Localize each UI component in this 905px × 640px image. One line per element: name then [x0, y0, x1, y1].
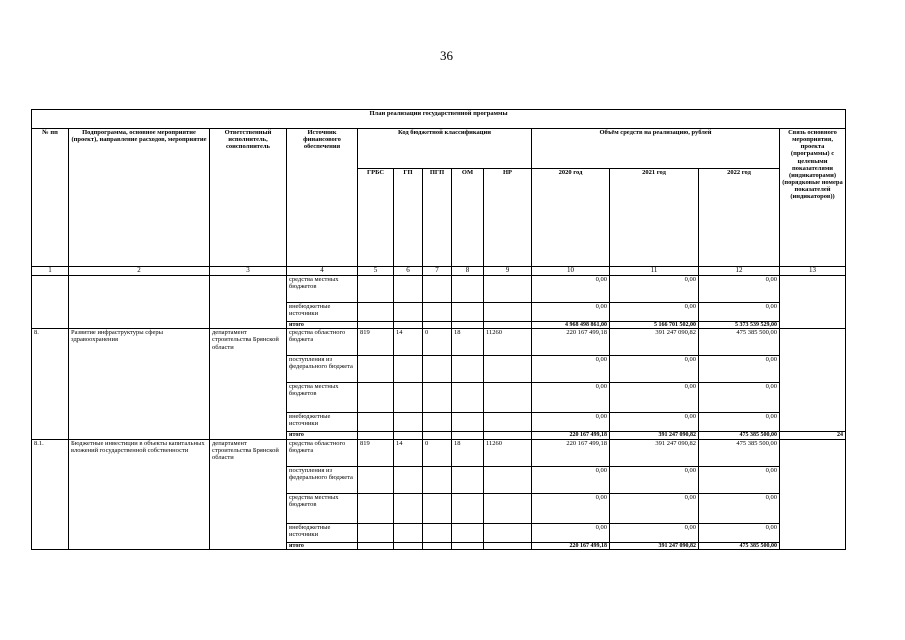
table-caption: План реализации государственной программы: [32, 110, 846, 129]
header-budget-code: Код бюджетной классификации: [358, 129, 532, 169]
source-cell: поступления из федерального бюджета: [287, 466, 358, 493]
column-number: 10: [532, 267, 610, 276]
table-row: [32, 439, 846, 466]
value-2020: 0,00: [532, 383, 610, 413]
value-2020: 0,00: [532, 275, 610, 302]
row-number: 8.1.: [32, 439, 69, 550]
gp-code: 14: [394, 439, 423, 466]
header-volume: Объём средств на реализацию, рублей: [532, 129, 780, 169]
pgp-code: 0: [423, 329, 452, 356]
header-grbs: ГРБС: [358, 169, 394, 267]
value-2022: 0,00: [699, 413, 780, 432]
column-number-row: [32, 267, 846, 276]
value-2020: 0,00: [532, 302, 610, 321]
row-number: 8.: [32, 329, 69, 440]
value-2020: 0,00: [532, 493, 610, 523]
value-2021: 0,00: [610, 356, 699, 383]
source-cell: внебюджетные источники: [287, 413, 358, 432]
value-2021: 391 247 090,82: [610, 329, 699, 356]
value-2021: 5 166 701 502,00: [610, 321, 699, 329]
value-2022: 0,00: [699, 493, 780, 523]
nr-code: 11260: [484, 329, 532, 356]
header-subprogram: Подпрограмма, основное мероприятие (проект), направление расходов, мероприятие: [69, 129, 210, 267]
value-2020: 220 167 499,18: [532, 542, 610, 550]
value-2020: 0,00: [532, 413, 610, 432]
column-number: 9: [484, 267, 532, 276]
executor-cell: департамент строительства Брянской области: [210, 439, 287, 550]
table-row: [32, 275, 846, 302]
activity-name: Бюджетные инвестиции в объекты капитальных вложений государственной собственности: [69, 439, 210, 550]
value-2022: 475 385 500,00: [699, 432, 780, 440]
value-2020: 4 968 498 861,00: [532, 321, 610, 329]
header-2022: 2022 год: [699, 169, 780, 267]
source-cell: итого: [287, 321, 358, 329]
source-cell: итого: [287, 542, 358, 550]
value-2021: 0,00: [610, 302, 699, 321]
plan-table: [31, 109, 846, 550]
value-2021: 0,00: [610, 493, 699, 523]
source-cell: средства областного бюджета: [287, 439, 358, 466]
om-code: 18: [452, 439, 484, 466]
source-cell: внебюджетные источники: [287, 302, 358, 321]
value-2021: 0,00: [610, 275, 699, 302]
value-2021: 0,00: [610, 413, 699, 432]
header-nr: НР: [484, 169, 532, 267]
column-number: 11: [610, 267, 699, 276]
gp-code: 14: [394, 329, 423, 356]
value-2021: 0,00: [610, 523, 699, 542]
source-cell: средства местных бюджетов: [287, 383, 358, 413]
value-2022: 0,00: [699, 523, 780, 542]
column-number: 3: [210, 267, 287, 276]
grbs-code: 819: [358, 439, 394, 466]
source-cell: поступления из федерального бюджета: [287, 356, 358, 383]
value-2022: 0,00: [699, 383, 780, 413]
value-2020: 0,00: [532, 523, 610, 542]
value-2020: 220 167 499,18: [532, 329, 610, 356]
source-cell: средства местных бюджетов: [287, 275, 358, 302]
column-number: 7: [423, 267, 452, 276]
nr-code: 11260: [484, 439, 532, 466]
source-cell: средства областного бюджета: [287, 329, 358, 356]
header-om: ОМ: [452, 169, 484, 267]
header-no: № пп: [32, 129, 69, 267]
column-number: 5: [358, 267, 394, 276]
header-link: Связь основного мероприятия, проекта (программы) с целевыми показателями (индикаторами) (порядковые номера показателей (индикаторов)): [780, 129, 846, 267]
source-cell: средства местных бюджетов: [287, 493, 358, 523]
value-2022: 475 385 500,00: [699, 439, 780, 466]
header-2020: 2020 год: [532, 169, 610, 267]
value-2021: 391 247 090,82: [610, 542, 699, 550]
value-2020: 0,00: [532, 356, 610, 383]
value-2020: 220 167 499,18: [532, 439, 610, 466]
value-2021: 391 247 090,82: [610, 432, 699, 440]
value-2020: 0,00: [532, 466, 610, 493]
value-2022: 475 385 500,00: [699, 542, 780, 550]
header-source: Источник финансового обеспечения: [287, 129, 358, 267]
column-number: 1: [32, 267, 69, 276]
grbs-code: 819: [358, 329, 394, 356]
value-2022: 475 385 500,00: [699, 329, 780, 356]
column-number: 6: [394, 267, 423, 276]
indicator-link: 24: [780, 432, 846, 440]
header-2021: 2021 год: [610, 169, 699, 267]
value-2021: 391 247 090,82: [610, 439, 699, 466]
header-pgp: ПГП: [423, 169, 452, 267]
page-number: 36: [440, 48, 453, 63]
source-cell: внебюджетные источники: [287, 523, 358, 542]
value-2022: 5 373 539 529,00: [699, 321, 780, 329]
value-2021: 0,00: [610, 466, 699, 493]
om-code: 18: [452, 329, 484, 356]
activity-name: Развитие инфраструктуры сферы здравоохранения: [69, 329, 210, 440]
column-number: 8: [452, 267, 484, 276]
header-gp: ГП: [394, 169, 423, 267]
value-2020: 220 167 499,18: [532, 432, 610, 440]
header-executor: Ответственный исполнитель, соисполнитель: [210, 129, 287, 267]
source-cell: итого: [287, 432, 358, 440]
column-number: 13: [780, 267, 846, 276]
executor-cell: департамент строительства Брянской области: [210, 329, 287, 440]
value-2022: 0,00: [699, 356, 780, 383]
value-2022: 0,00: [699, 466, 780, 493]
column-number: 4: [287, 267, 358, 276]
value-2022: 0,00: [699, 302, 780, 321]
value-2021: 0,00: [610, 383, 699, 413]
pgp-code: 0: [423, 439, 452, 466]
column-number: 12: [699, 267, 780, 276]
value-2022: 0,00: [699, 275, 780, 302]
column-number: 2: [69, 267, 210, 276]
table-row: [32, 329, 846, 356]
